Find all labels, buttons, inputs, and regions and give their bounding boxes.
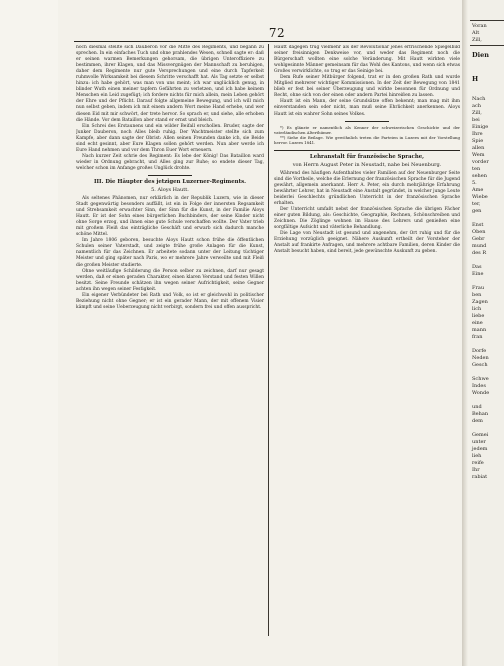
article-paragraph: Hautt dagegen trug vielmehr als der Revolutionär jenes erfrischende Spiegelbild seiner freisinnigen Denkweise vor, und weder das Regiment noch die Bürgerschaft wollten eine solche Veränderung. Mit Hautt wirkten viele wohlgesinnte Männer gemeinsam für das Wohl des Kantons, und wenn sich etwas Großes verwirklichte, so trug er das Seinige bei.	[274, 45, 460, 75]
next-page-fragment: ach	[472, 103, 482, 109]
footnote: **) Siehe die Beilage. Wie gewöhnlich treten die Parteien in Luzern mit der Vorstellung hervor. Luzern 1841.	[274, 135, 460, 146]
next-page-fragment: Gesch	[472, 362, 488, 368]
next-page-fragment: und	[472, 404, 482, 410]
next-page-fragment: lich	[472, 306, 482, 312]
next-page-fragment: allen	[472, 145, 485, 151]
next-page-fragment: ten	[472, 166, 481, 172]
article-paragraph: Ein eigener Verbündeter bei Rath und Volk, so ist er gleichwohl in politischer Beziehung nicht ohne Gegner; er ist ein gerader Mann, der mit offenem Visier kämpft und seine Ueberzeugung nicht verbirgt, sondern frei und offen ausspricht.	[76, 292, 264, 310]
next-page-fragment: bei	[472, 117, 480, 123]
next-page-fragment: Zagen	[472, 299, 488, 305]
next-page-heading: H	[472, 75, 479, 83]
notice-paragraph: Während des häufigen Aufenthaltes vieler Familien auf der Neuenburger Seite sind die Vortheile, welche die Erlernung der französischen Sprache für die Jugend gewährt, allgemein anerkannt. Herr A. Peter, ein durch mehrjährige Erfahrung bewährter Lehrer, hat in Neustadt eine Anstalt gegründet, in welcher junge Leute beiderlei Geschlechts gründlichen Unterricht in der französischen Sprache erhalten.	[274, 170, 460, 206]
next-page-fragment: Gemei	[472, 432, 489, 438]
footnote: *) Es glänzte er namentlich als Kenner der schweizerischen Geschichte und der vaterländischen Alterthümer.	[274, 124, 460, 135]
next-page-fragment: ben	[472, 292, 482, 298]
next-page-fragment: gen	[472, 208, 482, 214]
article-paragraph: Hautt ist ein Mann, der seine Grundsätze offen bekennt; man mag mit ihm einverstanden sein oder nicht, man muß seine Ehrlichkeit anerkennen. Aloys Hautt ist ein wahrer Sohn seines Volkes.	[274, 99, 460, 117]
next-page-fragment: Zill,	[472, 110, 482, 116]
next-page-fragment: Wem	[472, 152, 485, 158]
next-page-fragment: Voran	[472, 23, 487, 29]
next-page-fragment: Behan	[472, 411, 489, 417]
next-page-fragment: des R	[472, 250, 487, 256]
next-page-fragment: unter	[472, 439, 486, 445]
column-divider	[268, 44, 269, 636]
next-page-fragment: fran	[472, 334, 483, 340]
next-page-fragment: Indes	[472, 383, 486, 389]
page-number: 72	[268, 26, 286, 40]
next-page-fragment: Wonde	[472, 390, 490, 396]
next-page-fragment: ter,	[472, 201, 481, 207]
next-page-fragment: Enst	[472, 222, 484, 228]
next-page-fragment: Einige	[472, 124, 489, 130]
next-page-fragment: Schwe	[472, 376, 489, 382]
next-page-fragment: 5.	[472, 180, 477, 186]
article-paragraph: Ein Schrei des Erstaunens und ein wilder Beifall erschollen. Bruder, sagte der Junker Dauberon, noch Alles bleib ruhig. Der Wachtmeister stellte sich zum Kampfe, aber dann sagte der Obrist: Allen seinen Freunden danke ich, sie Beide sind echt gesinnt, aber Eure Klagen sollen gehört werden. Nun aber werde ich Eure Hand nehmen und vor dem Thron Euer Wort erneuern.	[76, 123, 264, 153]
article-paragraph: Als seltenes Phänomen, nur erklärlich in der Republik Luzern, wie in dieser Stadt gegenwärtig besonders auffällt, ist ein in Folge der innersten Regsamkeit und Strebsamkeit erwachter Sinn, der Sinn für die Kunst, in der Familie Aloys Hautt. Er ist der Sohn eines bürgerlichen Buchbinders, der seine Kinder nicht ohne Sorge erzog, und ihnen eine gute Schule verschaffen wollte. Der Vater trieb mit großem Fleiß das einträgliche Geschäft und erwarb sich dadurch manche schöne Mittel.	[76, 195, 264, 238]
next-page-fragment: Dorfe	[472, 348, 487, 354]
page-margin-left	[0, 0, 58, 666]
next-page-fragment: Nach	[472, 96, 486, 102]
next-page-fragment: Gebr	[472, 236, 485, 242]
next-page-fragment: mann	[472, 327, 487, 333]
right-column	[274, 45, 460, 635]
next-page-fragment: Neden	[472, 355, 489, 361]
notice-rule	[274, 150, 460, 151]
next-page-fragment: Eine	[472, 271, 484, 277]
next-page-heading: Dien	[472, 51, 489, 59]
notice-paragraph: Der Unterricht umfaßt nebst der französischen Sprache die übrigen Fächer einer guten Bildung, als: Geschichte, Geographie, Rechnen, Schönschreiben und Zeichnen. Die Zöglinge wohnen im Hause des Lehrers und genießen eine sorgfältige Aufsicht und väterliche Behandlung.	[274, 207, 460, 231]
notice-heading: Lehranstalt für französische Sprache,	[309, 153, 425, 160]
next-page-fragment: Ihr	[472, 467, 480, 473]
section-divider	[148, 175, 192, 176]
header-rule	[74, 41, 460, 42]
next-page-fragment: Wiebe	[472, 194, 488, 200]
next-page-fragment: Oben	[472, 229, 486, 235]
next-page-fragment: lieh	[472, 453, 482, 459]
notice-subheading: von Herrn August Peter in Neustadt, nahe bei Neuenburg.	[292, 161, 442, 168]
next-page-fragment: liebe	[472, 313, 485, 319]
next-page-fragment: dem	[472, 418, 483, 424]
notice-paragraph: Die Lage von Neustadt ist gesund und angenehm, der Ort ruhig und für die Erziehung vorzüglich geeignet. Nähere Auskunft ertheilt der Vorsteher der Anstalt auf frankirte Anfragen, und mehrere achtbare Familien, deren Kinder die Anstalt besucht haben, sind bereit, jede gewünschte Auskunft zu geben.	[274, 231, 460, 255]
next-page-fragment: eine	[472, 320, 483, 326]
article-paragraph: Ohne weitläufige Schilderung die Person selber zu zeichnen, darf nur gesagt werden, daß er einen geraden Charakter, einen klaren Verstand und festen Willen besitzt. Seine Freunde schätzen ihn wegen seiner Aufrichtigkeit, seine Gegner achten ihn wegen seiner Festigkeit.	[76, 268, 264, 292]
next-page-fragment: rabiat	[472, 474, 488, 480]
next-page-fragment: Zill,	[472, 37, 482, 43]
footnote-divider	[345, 121, 389, 122]
next-page-fragment: Ihre	[472, 131, 483, 137]
next-page-fragment: Alt	[472, 30, 480, 36]
next-page-fragment: sehen	[472, 173, 487, 179]
article-paragraph: noch diesmal stellte sich Dauberon vor die Mitte des Regiments, und begann zu sprechen. In ein einfaches Tuch und ohne prahlendes Wesen, schnell sagte er: daß er seinen warmen Bemerkungen gehorsam, die übrigen Unteroffiziere zu bestimmen, ihrer Klagen, und das Missvergnügen der Mannschaft zu beruhigen, daher dem Regimente nur gute Versprechungen und eine durch Tapferkeit ruhmvolle Wirksamkeit bei diesem Schritte verschafft hat. Als Tag setzte er selbst hinzu: ich habe gehört, was man von uns meint; ich war unglücklich genug, in blinder Wuth einen meiner tapfern Gefährten zu verletzen, und ich habe keinem Menschen ein Leid zugefügt; ich fordere nichts für mich allein, mein Leben gehört der Ehre und der Pflicht. Darauf folgte allgemeine Bewegung, und ich will mich nun selbst geben, indem ich mit einem andern Wort meine Hand erhebe, und wer diesen Eid mit mir schwört, der trete hervor. So sprach er, und siehe, alle erhoben die Hände. Vor dem Bataillon aber stand er ernst und bleich.	[76, 45, 264, 123]
next-page-edge	[470, 0, 504, 666]
next-page-fragment: mund	[472, 243, 487, 249]
section-subheading: 5. Aloys Hautt.	[151, 186, 189, 193]
article-paragraph: Nach kurzer Zeit schrie des Regiment: Es lebe der König! Das Bataillon ward wieder in Ordnung gebracht, und Alles ging zur Ruhe; so endete dieser Tag, welcher schon im Anfange großes Unglück drohte.	[76, 153, 264, 171]
next-page-fragment: Das	[472, 264, 482, 270]
left-column	[76, 45, 264, 635]
next-page-fragment: Ame	[472, 187, 484, 193]
binding-gutter	[462, 0, 468, 666]
next-page-fragment: reife	[472, 460, 484, 466]
section-heading: III. Die Häupter des jetzigen Luzerner-Regiments.	[94, 178, 246, 185]
next-page-fragment: Spie	[472, 138, 484, 144]
article-paragraph: Im Jahre 1806 geboren, besuchte Aloys Hautt schon frühe die öffentlichen Schulen seiner Vaterstadt, und zeigte frühe große Anlagen für die Kunst, namentlich für das Zeichnen. Er arbeitete sodann unter der Leitung tüchtiger Meister und ging später nach Paris, wo er mehrere Jahre verweilte und mit Fleiß die großen Meister studierte.	[76, 238, 264, 268]
next-page-rule	[470, 45, 504, 46]
article-paragraph: Dem Rufe seiner Mitbürger folgend, trat er in den großen Rath und wurde Mitglied mehrerer wichtiger Kommissionen. In der Zeit der Bewegung von 1841 blieb er fest bei seiner Überzeugung und wirkte besonnen für Ordnung und Recht, ohne sich von der einen oder andern Partei hinreißen zu lassen.	[274, 75, 460, 99]
next-page-rule	[470, 20, 504, 21]
next-page-fragment: vorder	[472, 159, 489, 165]
next-page-fragment: jedem	[472, 446, 488, 452]
next-page-fragment: Frau	[472, 285, 485, 291]
